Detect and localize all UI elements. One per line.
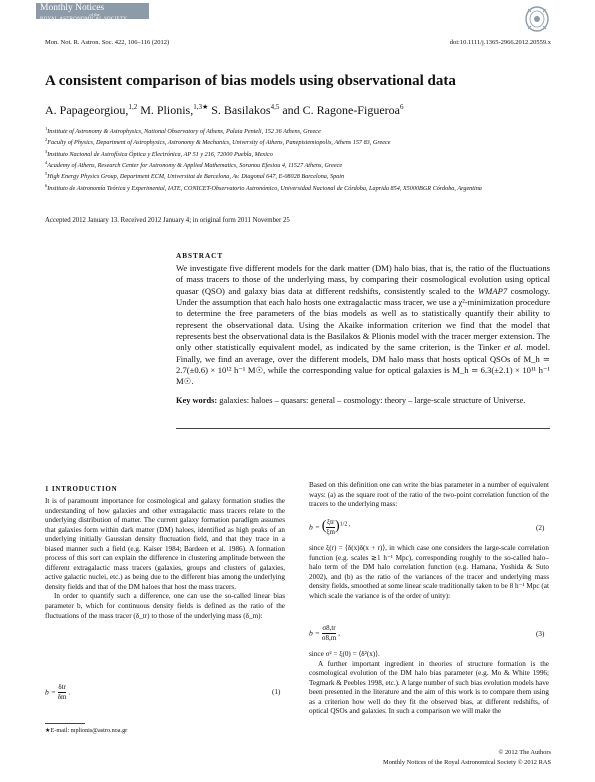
equation-3: b = $\frac{\sigma 8,tr}{\sigma 8,m}$ , xyxy=(309,624,341,642)
author-affil-mark: 1,2 xyxy=(128,103,138,111)
author-affil-mark: 1,3★ xyxy=(193,103,209,111)
equation-number: (1) xyxy=(272,688,281,696)
right-column-mid xyxy=(309,544,549,601)
equation-number: (2) xyxy=(536,524,545,532)
journal-banner-line2: of the xyxy=(89,12,100,17)
journal-banner-line1: Monthly Notices xyxy=(40,3,105,13)
copyright-line: Monthly Notices of the Royal Astronomical Society © 2012 RAS xyxy=(383,758,551,766)
footnote-email: ★E-mail: mplionis@astro.noa.gr xyxy=(45,727,128,734)
paragraph: In order to quantify such a difference, one can use the so-called linear bias parameter b, which for continuous density fields is defined as the ratio of the fluctuations of the mass tracer (δ_tr) to those of the underlying mass (δ_m): xyxy=(45,592,285,620)
affiliation-list xyxy=(45,125,560,193)
keywords xyxy=(176,395,550,406)
journal-banner-line3: ROYAL ASTRONOMICAL SOCIETY xyxy=(40,17,128,22)
right-column-bottom xyxy=(309,650,549,717)
author-affil-mark: 4,5 xyxy=(270,103,280,111)
equation-2: b = ( $\frac{\text{ξtr}}{\xi m}$ )$^{1/2 ,}$ xyxy=(309,518,351,536)
author-name: M. Plionis, xyxy=(140,103,194,117)
abstract-heading: ABSTRACT xyxy=(176,252,224,260)
affiliation: $^4$Academy of Athens, Research Center for Astronomy & Applied Mathematics, Soranou Efesiou 4, 11527 Athens, Greece xyxy=(45,160,343,170)
keywords-label: Key words: xyxy=(176,396,218,405)
running-head-left: Mon. Not. R. Astron. Soc. 422, 106–116 (2012) xyxy=(45,39,170,46)
left-column xyxy=(45,497,285,621)
author-name: S. Basilakos xyxy=(211,103,271,117)
right-column-top xyxy=(309,481,549,510)
journal-banner xyxy=(36,3,149,22)
keywords-text: galaxies: haloes – quasars: general – cosmology: theory – large-scale structure of Universe. xyxy=(217,396,526,405)
abstract-text: We investigate five different models for the dark matter (DM) halo bias, that is, the ratio of the fluctuations of mass tracers to those of the underlying mass, by comparing their cosmological evolution using optical quasar (QSO) and galaxy bias data at different redshifts, consistently scaled to the WMAP7 cosmology. Under the assumption that each halo hosts one extragalactic mass tracer, we use a χ²-minimization procedure to determine the free parameters of the bias models as well as to statistically quantify their ability to represent the observational data. Using the Akaike information criterion we find that the model that represents best the observational data is the Basilakos & Plionis model with the tracer merger extension. The only other statistically equivalent model, as indicated by the same criterion, is the Tinker et al. model. Finally, we find an average, over the different models, DM halo mass that hosts optical QSOs of M_h ≃ 2.7(±0.6) × 10¹² h⁻¹ M☉, while the corresponding value for optical galaxies is M_h ≃ 6.3(±2.1) × 10¹¹ h⁻¹ M☉. xyxy=(176,263,551,387)
paragraph: Based on this definition one can write the bias parameter in a number of equivalent ways: (a) as the square root of the ratio of the two-point correlation function of the tracers to the underlying mass: xyxy=(309,481,549,509)
paragraph: It is of paramount importance for cosmological and galaxy formation studies the understanding of how galaxies and other extragalactic mass tracers relate to the underlying distribution of matter. The current galaxy formation paradigm assumes that galaxies form within dark matter (DM) haloes, identified as high peaks of an underlying initially Gaussian density fluctuation field, and that they trace in a biased manner such a field (e.g. Kaiser 1984; Bardeen et al. 1986). A formation process of this sort can explain the difference in clustering amplitude between the different extragalactic mass tracers (galaxies, groups and clusters of galaxies, active galactic nuclei, etc.) as being due to the different bias among the underlying density fields and that of the DM haloes that host the mass tracers. xyxy=(45,497,285,591)
author-name: and C. Ragone-Figueroa xyxy=(282,103,400,117)
footnote-divider xyxy=(45,723,85,724)
equation-number: (3) xyxy=(536,630,545,638)
paragraph: since ξ(r) = ⟨δ(x)δ(x + r)⟩, in which case one considers the large-scale correlation function (e.g. scales ≳1 h⁻¹ Mpc), corresponding roughly to the so-called halo–halo term of the DM halo correlation function (e.g. Hamana, Yoshida & Suto 2002), and (b) as the ratio of the variances of the tracer and underlying mass density fields, smoothed at some linear scale traditionally taken to be 8 h⁻¹ Mpc (at which scale the variance is of the order of unity): xyxy=(309,544,549,600)
affiliation: $^6$Instituto de Astronomía Teórica y Experimental, IATE, CONICET-Observatorio Astronómico, Universidad Nacional de Córdoba, Laprida 854, X5000BGR Córdoba, Argentina xyxy=(45,182,482,192)
section-heading: 1 INTRODUCTION xyxy=(45,485,118,493)
copyright-line: © 2012 The Authors xyxy=(498,749,551,756)
running-head-right: doi:10.1111/j.1365-2966.2012.20559.x xyxy=(449,39,551,46)
affiliation: $^1$Institute of Astronomy & Astrophysics, National Observatory of Athens, Palaia Penteli, 152 36 Athens, Greece xyxy=(45,126,321,136)
affiliation: $^5$High Energy Physics Group, Department ECM, Universitat de Barcelona, Av. Diagonal 647, E-08028 Barcelona, Spain xyxy=(45,171,345,181)
equation-1: b = $\frac{\text{δtr}}{\delta m}$ . xyxy=(45,683,71,701)
affiliation: $^2$Faculty of Physics, Department of Astrophysics, Astronomy & Mechanics, University of Athens, Panepistemiopolis, Athens 157 83, Greece xyxy=(45,137,391,147)
paragraph: since σ² = ξ(0) = ⟨δ²(x)⟩. xyxy=(309,650,380,658)
paragraph: A further important ingredient in theories of structure formation is the cosmological evolution of the DM halo bias parameter (e.g. Mo & White 1996; Tegmark & Peebles 1998, etc.). A large number of such bias evolution models have been presented in the literature and the aim of this work is to compare them using as a criterion how well do they fit the observed bias, at different redshifts, of optical QSOs and galaxies. In such a comparison we will make the xyxy=(309,659,549,716)
copyright-notice xyxy=(383,748,551,767)
author-affil-mark: 6 xyxy=(399,103,404,111)
society-crest-icon xyxy=(522,5,552,33)
paper-title: A consistent comparison of bias models using observational data xyxy=(45,73,456,89)
abstract-divider xyxy=(176,428,550,429)
accepted-dates: Accepted 2012 January 13. Received 2012 January 4; in original form 2011 November 25 xyxy=(45,217,290,224)
author-list xyxy=(45,103,403,118)
author-name: A. Papageorgiou, xyxy=(45,103,129,117)
affiliation: $^3$Instituto Nacional de Astrofísica Óptica y Electrónica, AP 51 y 216, 72000 Puebla, Mexico xyxy=(45,148,273,158)
